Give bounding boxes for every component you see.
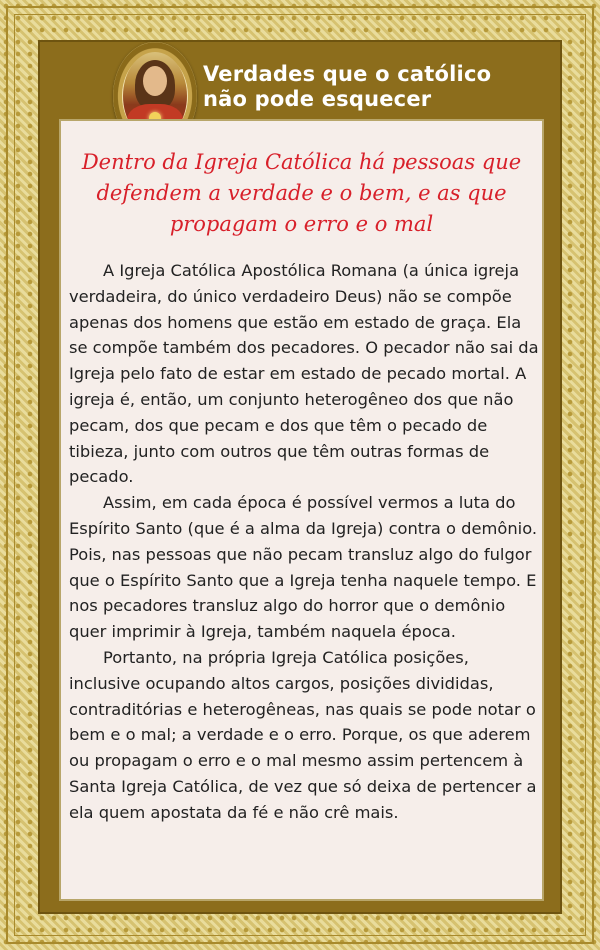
paragraph: A Igreja Católica Apostólica Romana (a única igreja verdadeira, do único verdadeiro Deus) não se compõe apenas dos homens que estão em estado de graça. Ela se compõe também dos pecadores. O pecador não sai da Igreja pelo fato de estar em estado de pecado mortal. A igreja é, então, um conjunto heterogêneo dos que não pecam, dos que pecam e dos que têm o pecado de tibieza, junto com outros que têm outras formas de pecado. <box>69 261 539 487</box>
title-line-1: Verdades que o católico <box>203 62 492 86</box>
subtitle: Dentro da Igreja Católica há pessoas que defendem a verdade e o bem, e as que propagam o erro e o mal <box>81 150 522 236</box>
title-line-2: não pode esquecer <box>203 87 432 111</box>
article-body <box>69 258 539 826</box>
paragraph: Portanto, na própria Igreja Católica posições, inclusive ocupando altos cargos, posições divididas, contraditórias e heterogêneas, nas quais se pode notar o bem e o mal; a verdade e o erro. Porque, os que aderem ou propagam o erro e o mal mesmo assim pertencem à Santa Igreja Católica, de vez que só deixa de pertencer a ela quem apostata da fé e não crê mais. <box>69 647 537 822</box>
page-title <box>203 62 543 112</box>
paragraph: Assim, em cada época é possível vermos a luta do Espírito Santo (que é a alma da Igreja) contra o demônio. Pois, nas pessoas que não pecam transluz algo do fulgor que o Espírito Santo que a Igreja tenha naquele tempo. E nos pecadores transluz algo do horror que o demônio quer imprimir à Igreja, também naquela época. <box>69 493 538 642</box>
